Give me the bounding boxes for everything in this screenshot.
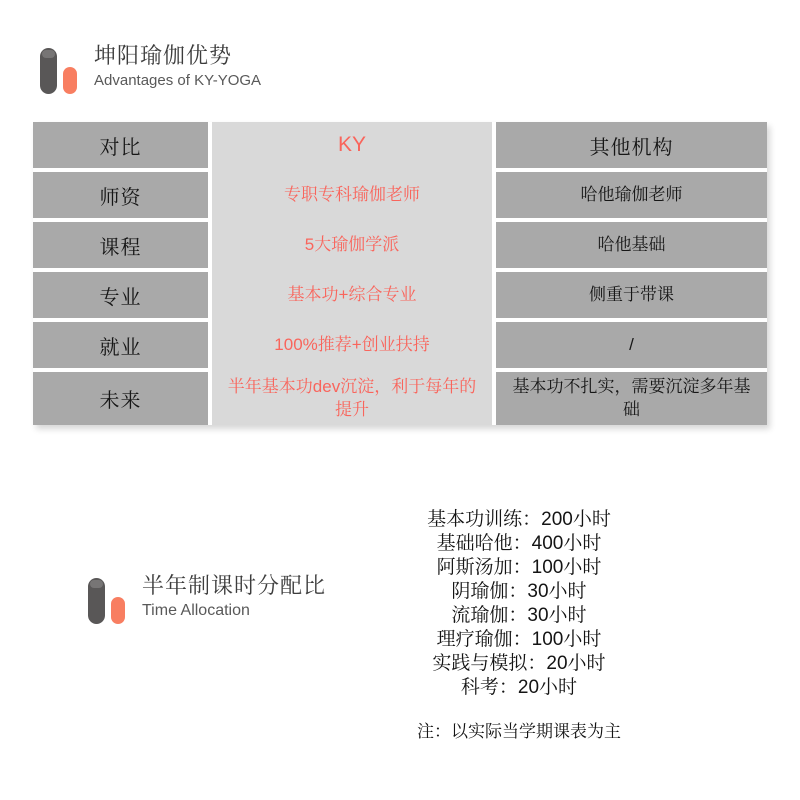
allocation-list-item: 理疗瑜伽：100小时 xyxy=(436,629,602,650)
table-row-other-value: 哈他基础 xyxy=(496,222,767,268)
allocation-list-item: 阴瑜伽：30小时 xyxy=(451,581,587,602)
table-row-ky-value: 专职专科瑜伽老师 xyxy=(284,184,420,204)
table-header-other: 其他机构 xyxy=(496,122,767,168)
table-row-ky-value: 5大瑜伽学派 xyxy=(304,234,400,254)
dark-pill-icon xyxy=(40,48,57,94)
allocation-list xyxy=(377,508,661,700)
allocation-header-text xyxy=(142,572,326,621)
table-row-label: 专业 xyxy=(33,272,208,318)
advantages-title: 坤阳瑜伽优势 xyxy=(94,43,233,68)
table-row-label: 课程 xyxy=(33,222,208,268)
table-row-ky-value: 半年基本功dev沉淀，利于每年的提升 xyxy=(227,376,477,419)
comparison-grid xyxy=(33,122,767,425)
allocation-list-item: 科考：20小时 xyxy=(460,677,578,698)
dark-pill-icon xyxy=(88,578,105,624)
advantages-header-text xyxy=(94,42,261,91)
comparison-table xyxy=(33,122,767,425)
table-header-ky: KY xyxy=(337,132,366,156)
advantages-header xyxy=(40,42,261,96)
allocation-note: 注：以实际当学期课表为主 xyxy=(417,722,621,741)
orange-pill-icon xyxy=(63,67,77,94)
table-row-ky-value: 基本功+综合专业 xyxy=(287,284,417,304)
table-row-other-value: 哈他瑜伽老师 xyxy=(496,172,767,218)
table-row-label: 就业 xyxy=(33,322,208,368)
allocation-list-item: 阿斯汤加：100小时 xyxy=(436,557,602,578)
section-bars-icon xyxy=(40,48,78,96)
table-row-other-value: / xyxy=(496,322,767,368)
allocation-header xyxy=(88,572,326,626)
allocation-list-item: 流瑜伽：30小时 xyxy=(451,605,587,626)
allocation-subtitle: Time Allocation xyxy=(142,602,250,619)
table-row-ky-value: 100%推荐+创业扶持 xyxy=(274,334,430,354)
table-row-other-value: 基本功不扎实，需要沉淀多年基础 xyxy=(496,372,767,425)
table-row-label: 师资 xyxy=(33,172,208,218)
table-row-label: 未来 xyxy=(33,372,208,425)
allocation-list-item: 基本功训练：200小时 xyxy=(427,509,611,530)
section-bars-icon xyxy=(88,578,126,626)
orange-pill-icon xyxy=(111,597,125,624)
allocation-list-item: 基础哈他：400小时 xyxy=(436,533,602,554)
table-header-label: 对比 xyxy=(33,122,208,168)
allocation-list-item: 实践与模拟：20小时 xyxy=(432,653,606,674)
table-row-other-value: 侧重于带课 xyxy=(496,272,767,318)
allocation-title: 半年制课时分配比 xyxy=(142,573,327,598)
advantages-subtitle: Advantages of KY-YOGA xyxy=(94,72,262,89)
